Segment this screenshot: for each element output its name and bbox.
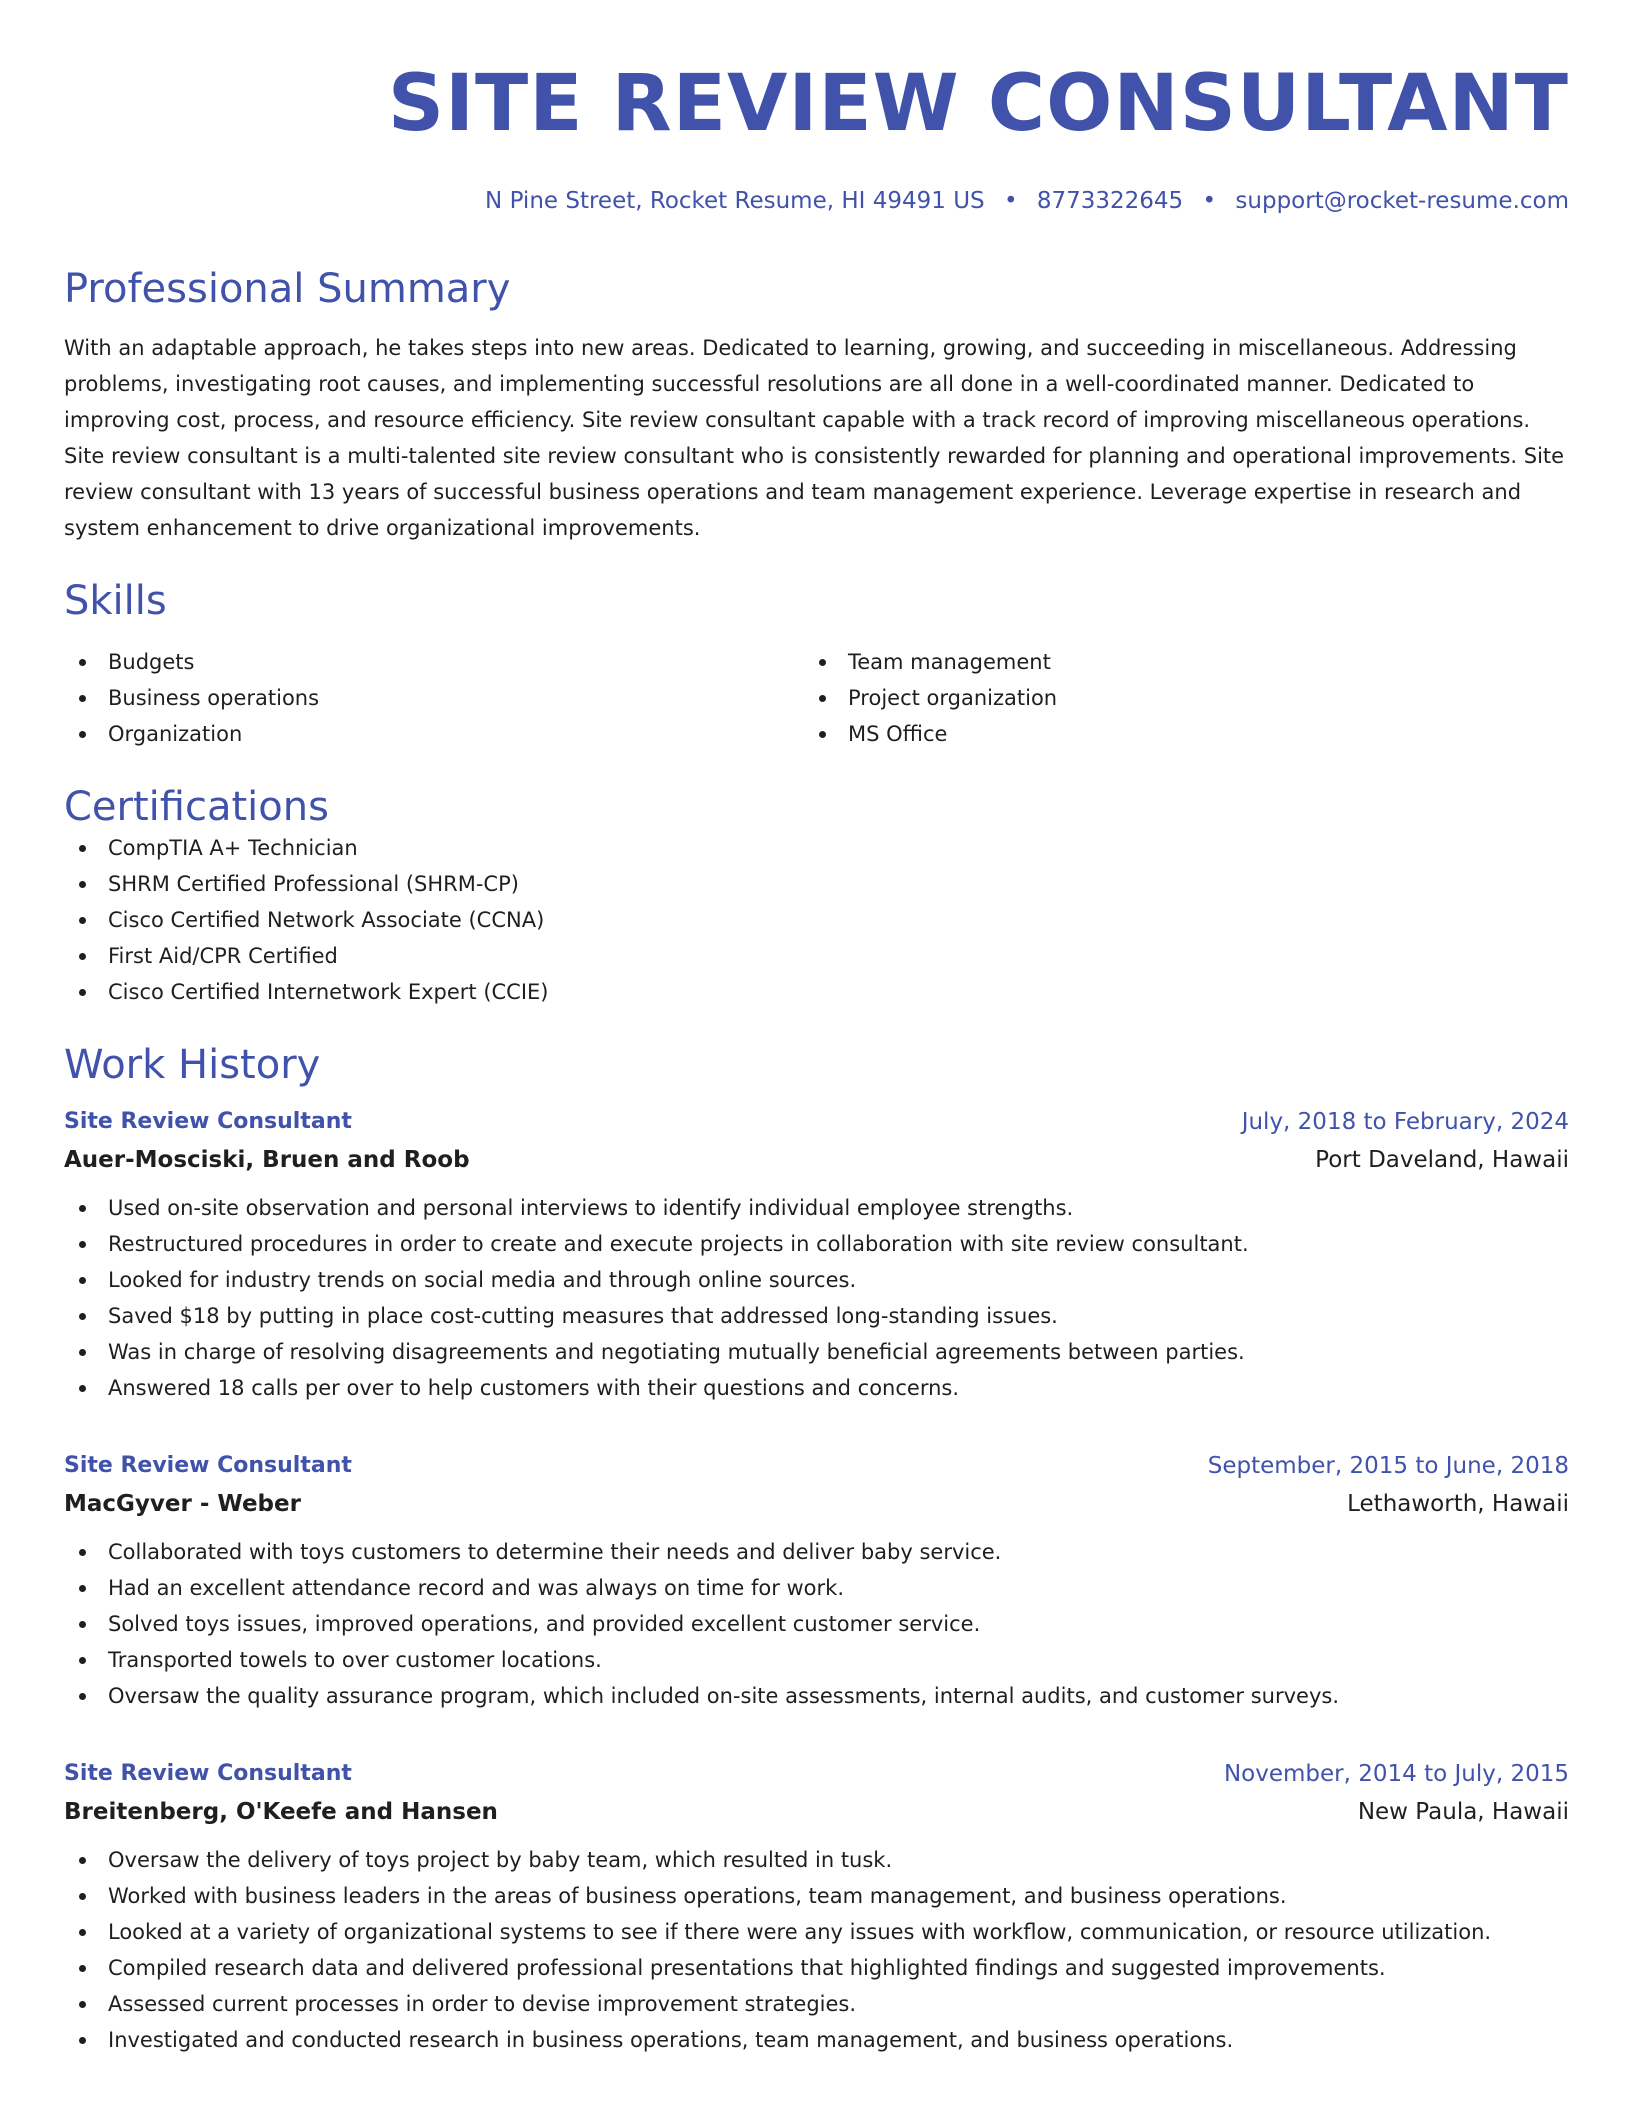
- certification-item: [64, 974, 1569, 1010]
- skill-label: Business operations: [108, 686, 320, 710]
- job-location: New Paula, Hawaii: [1357, 1799, 1569, 1825]
- certification-item: [64, 938, 1569, 974]
- bullet-icon: [79, 989, 86, 996]
- skills-column-right: [804, 644, 1544, 752]
- job-company-row: [64, 1140, 1569, 1180]
- contact-email: support@rocket-resume.com: [1235, 188, 1569, 214]
- job-company-row: [64, 1484, 1569, 1524]
- job-bullet: [64, 1986, 1569, 2022]
- job-dates: November, 2014 to July, 2015: [1223, 1761, 1569, 1787]
- job-location: Lethaworth, Hawaii: [1347, 1491, 1569, 1517]
- job-bullets: [64, 1534, 1569, 1714]
- job-bullet-text: Restructured procedures in order to create and execute projects in collaboration with site review consultant.: [108, 1232, 1249, 1256]
- job-company: Auer-Mosciski, Bruen and Roob: [64, 1147, 470, 1173]
- bullet-icon: [79, 659, 86, 666]
- job-bullet: [64, 1842, 1569, 1878]
- bullet-icon: [79, 953, 86, 960]
- job-bullet: [64, 1534, 1569, 1570]
- summary-heading: Professional Summary: [64, 266, 511, 312]
- bullet-icon: [79, 1621, 86, 1628]
- job-bullet-text: Compiled research data and delivered professional presentations that highlighted findings and suggested improvements.: [108, 1956, 1386, 1980]
- bullet-icon: [79, 731, 86, 738]
- skill-item: [804, 680, 1544, 716]
- certification-item: [64, 830, 1569, 866]
- job-header-row: [64, 1756, 1569, 1792]
- job-location: Port Daveland, Hawaii: [1315, 1147, 1569, 1173]
- job-bullet: [64, 1950, 1569, 1986]
- bullet-icon: [79, 881, 86, 888]
- skill-item: [64, 716, 804, 752]
- contact-address: N Pine Street, Rocket Resume, HI 49491 US: [485, 188, 985, 214]
- job-bullet-text: Collaborated with toys customers to determine their needs and deliver baby service.: [108, 1540, 1002, 1564]
- job-bullet: [64, 2022, 1569, 2058]
- bullet-icon: [819, 695, 826, 702]
- job-company: MacGyver - Weber: [64, 1491, 301, 1517]
- bullet-icon: [79, 1585, 86, 1592]
- certification-label: CompTIA A+ Technician: [108, 836, 358, 860]
- job-header-row: [64, 1104, 1569, 1140]
- bullet-icon: [79, 1965, 86, 1972]
- job-entry: [64, 1104, 1569, 1406]
- job-dates: July, 2018 to February, 2024: [1241, 1109, 1569, 1135]
- contact-separator: •: [1202, 188, 1217, 214]
- bullet-icon: [79, 1241, 86, 1248]
- job-bullet: [64, 1642, 1569, 1678]
- job-entry: [64, 1448, 1569, 1714]
- skill-label: Team management: [848, 650, 1051, 674]
- contact-phone: 8773322645: [1036, 188, 1184, 214]
- candidate-name: SITE REVIEW CONSULTANT: [387, 59, 1569, 149]
- job-title: Site Review Consultant: [64, 1109, 352, 1134]
- job-bullet-text: Worked with business leaders in the areas of business operations, team management, and business operations.: [108, 1884, 1287, 1908]
- bullet-icon: [79, 1549, 86, 1556]
- certifications-heading: Certifications: [64, 784, 329, 830]
- skill-item: [804, 716, 1544, 752]
- job-bullet: [64, 1262, 1569, 1298]
- skill-label: Project organization: [848, 686, 1058, 710]
- certifications-list: [64, 830, 1569, 1010]
- job-bullet-text: Investigated and conducted research in business operations, team management, and business operations.: [108, 2028, 1234, 2052]
- job-bullet-text: Had an excellent attendance record and was always on time for work.: [108, 1576, 845, 1600]
- certification-item: [64, 866, 1569, 902]
- job-bullet: [64, 1606, 1569, 1642]
- summary-text: With an adaptable approach, he takes steps into new areas. Dedicated to learning, growing, and succeeding in miscellaneous. Addressing problems, investigating root causes, and implementing successful resolutions are all done in a well-coordinated manner. Dedicated to improving cost, process, and resource efficiency. Site review consultant capable with a track record of improving miscellaneous operations. Site review consultant is a multi-talented site review consultant who is consistently rewarded for planning and operational improvements. Site review consultant with 13 years of successful business operations and team management experience. Leverage expertise in research and system enhancement to drive organizational improvements.: [64, 336, 1565, 540]
- skills-column-left: [64, 644, 804, 752]
- bullet-icon: [79, 1385, 86, 1392]
- certification-label: Cisco Certified Network Associate (CCNA): [108, 908, 545, 932]
- job-bullet-text: Was in charge of resolving disagreements and negotiating mutually beneficial agreements between parties.: [108, 1340, 1245, 1364]
- job-bullet-text: Saved $18 by putting in place cost-cutting measures that addressed long-standing issues.: [108, 1304, 1058, 1328]
- bullet-icon: [79, 695, 86, 702]
- job-bullet: [64, 1298, 1569, 1334]
- job-dates: September, 2015 to June, 2018: [1207, 1453, 1569, 1479]
- job-bullet: [64, 1678, 1569, 1714]
- certification-label: SHRM Certified Professional (SHRM-CP): [108, 872, 519, 896]
- job-bullet-text: Looked at a variety of organizational systems to see if there were any issues with workflow, communication, or resource utilization.: [108, 1920, 1492, 1944]
- bullet-icon: [79, 2001, 86, 2008]
- job-bullet-text: Transported towels to over customer locations.: [108, 1648, 602, 1672]
- job-bullet-text: Oversaw the quality assurance program, which included on-site assessments, internal audits, and customer surveys.: [108, 1684, 1340, 1708]
- skills-grid: [64, 644, 1569, 752]
- job-bullet-text: Assessed current processes in order to devise improvement strategies.: [108, 1992, 857, 2016]
- job-header-row: [64, 1448, 1569, 1484]
- skill-item: [64, 680, 804, 716]
- skill-label: MS Office: [848, 722, 948, 746]
- bullet-icon: [79, 1349, 86, 1356]
- certification-label: First Aid/CPR Certified: [108, 944, 338, 968]
- bullet-icon: [79, 1313, 86, 1320]
- bullet-icon: [79, 2037, 86, 2044]
- skill-label: Organization: [108, 722, 243, 746]
- bullet-icon: [79, 1657, 86, 1664]
- job-bullet: [64, 1334, 1569, 1370]
- work-history-heading: Work History: [64, 1042, 321, 1088]
- certification-label: Cisco Certified Internetwork Expert (CCIE): [108, 980, 549, 1004]
- bullet-icon: [819, 659, 826, 666]
- job-bullet: [64, 1878, 1569, 1914]
- certification-item: [64, 902, 1569, 938]
- job-title: Site Review Consultant: [64, 1761, 352, 1786]
- bullet-icon: [79, 1693, 86, 1700]
- job-bullet-text: Looked for industry trends on social media and through online sources.: [108, 1268, 857, 1292]
- job-bullet-text: Used on-site observation and personal interviews to identify individual employee strengths.: [108, 1196, 1074, 1220]
- skill-item: [804, 644, 1544, 680]
- bullet-icon: [79, 1929, 86, 1936]
- contact-line: [64, 188, 1569, 214]
- job-bullet: [64, 1226, 1569, 1262]
- bullet-icon: [79, 1857, 86, 1864]
- job-title: Site Review Consultant: [64, 1453, 352, 1478]
- bullet-icon: [79, 917, 86, 924]
- job-bullet: [64, 1570, 1569, 1606]
- job-bullet-text: Oversaw the delivery of toys project by baby team, which resulted in tusk.: [108, 1848, 893, 1872]
- job-bullet-text: Solved toys issues, improved operations, and provided excellent customer service.: [108, 1612, 981, 1636]
- job-company-row: [64, 1792, 1569, 1832]
- job-bullet: [64, 1370, 1569, 1406]
- bullet-icon: [819, 731, 826, 738]
- job-bullets: [64, 1842, 1569, 2058]
- job-company: Breitenberg, O'Keefe and Hansen: [64, 1799, 498, 1825]
- job-bullet: [64, 1914, 1569, 1950]
- bullet-icon: [79, 1277, 86, 1284]
- contact-separator: •: [1003, 188, 1018, 214]
- bullet-icon: [79, 845, 86, 852]
- bullet-icon: [79, 1205, 86, 1212]
- job-entry: [64, 1756, 1569, 2058]
- job-bullets: [64, 1190, 1569, 1406]
- job-bullet: [64, 1190, 1569, 1226]
- skills-heading: Skills: [64, 578, 167, 624]
- bullet-icon: [79, 1893, 86, 1900]
- job-bullet-text: Answered 18 calls per over to help customers with their questions and concerns.: [108, 1376, 960, 1400]
- skill-label: Budgets: [108, 650, 195, 674]
- skill-item: [64, 644, 804, 680]
